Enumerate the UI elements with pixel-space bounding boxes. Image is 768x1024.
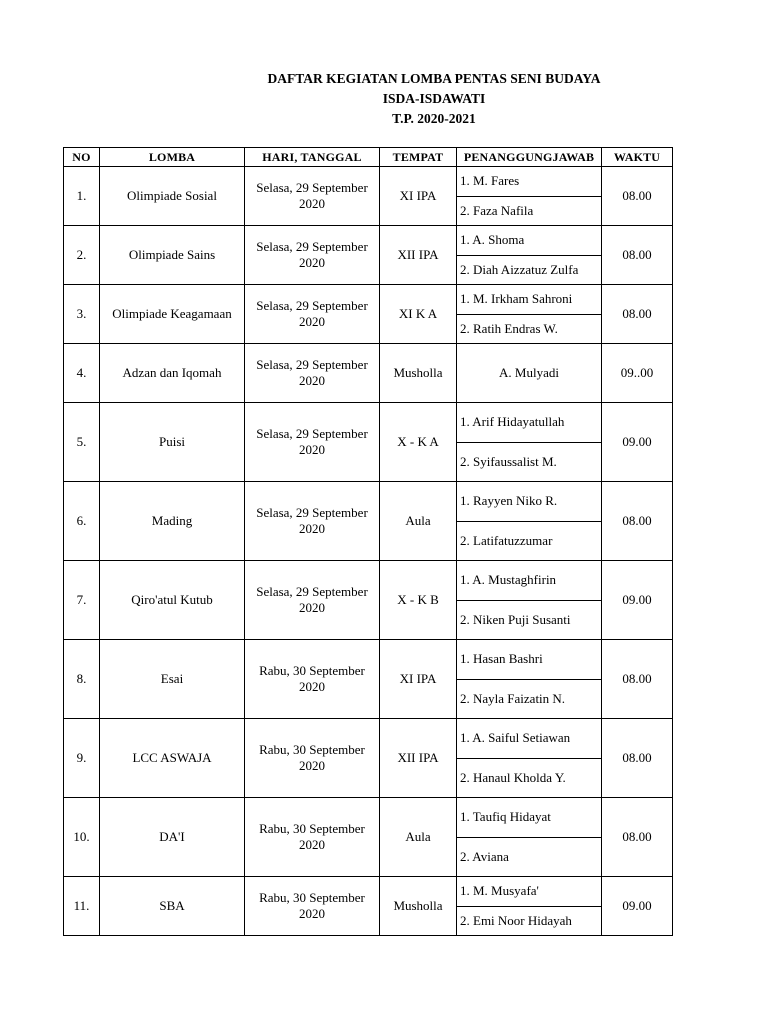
time: 08.00 <box>602 798 673 877</box>
pic-name: A. Mulyadi <box>499 365 559 380</box>
pic-name: 2. Latifatuzzumar <box>460 532 553 548</box>
person-in-charge <box>457 344 602 403</box>
person-in-charge <box>457 285 602 344</box>
pic-name: 2. Emi Noor Hidayah <box>460 912 572 928</box>
competition-name: Qiro'atul Kutub <box>100 561 245 640</box>
competition-name: LCC ASWAJA <box>100 719 245 798</box>
table-row <box>64 561 673 640</box>
day-date: Selasa, 29 September 2020 <box>245 167 380 226</box>
header-hari-tanggal: HARI, TANGGAL <box>245 148 380 167</box>
time: 08.00 <box>602 167 673 226</box>
row-number: 1. <box>64 167 100 226</box>
pic-name: 2. Hanaul Kholda Y. <box>460 769 566 785</box>
pic-name: 1. A. Mustaghfirin <box>457 561 601 601</box>
time: 09.00 <box>602 403 673 482</box>
time: 08.00 <box>602 482 673 561</box>
table-row <box>64 719 673 798</box>
row-number: 5. <box>64 403 100 482</box>
competition-name: SBA <box>100 877 245 936</box>
competition-name: Mading <box>100 482 245 561</box>
pic-name: 1. Taufiq Hidayat <box>457 798 601 838</box>
person-in-charge <box>457 877 602 936</box>
pic-name: 2. Diah Aizzatuz Zulfa <box>460 261 579 277</box>
day-date: Selasa, 29 September 2020 <box>245 561 380 640</box>
venue: XI K A <box>380 285 457 344</box>
day-date: Rabu, 30 September 2020 <box>245 640 380 719</box>
person-in-charge <box>457 403 602 482</box>
pic-name: 2. Aviana <box>460 848 509 864</box>
pic-name: 1. M. Musyafa' <box>457 877 601 907</box>
pic-name: 2. Nayla Faizatin N. <box>460 690 566 706</box>
time: 08.00 <box>602 719 673 798</box>
day-date: Rabu, 30 September 2020 <box>245 719 380 798</box>
pic-name: 2. Syifaussalist M. <box>460 453 557 469</box>
time: 09.00 <box>602 877 673 936</box>
document-subtitle: ISDA-ISDAWATI <box>382 91 486 106</box>
venue: XI IPA <box>380 167 457 226</box>
pic-name: 1. M. Irkham Sahroni <box>457 285 601 315</box>
schedule-table <box>63 147 673 936</box>
venue: Musholla <box>380 877 457 936</box>
table-row <box>64 344 673 403</box>
row-number: 9. <box>64 719 100 798</box>
table-row <box>64 877 673 936</box>
table-row <box>64 226 673 285</box>
time: 09..00 <box>602 344 673 403</box>
pic-name: 1. M. Fares <box>457 167 601 197</box>
person-in-charge <box>457 719 602 798</box>
day-date: Rabu, 30 September 2020 <box>245 877 380 936</box>
competition-name: Puisi <box>100 403 245 482</box>
venue: XII IPA <box>380 226 457 285</box>
header-penanggungjawab: PENANGGUNGJAWAB <box>457 148 602 167</box>
pic-name: 1. Arif Hidayatullah <box>457 403 601 443</box>
pic-name: 1. A. Saiful Setiawan <box>457 719 601 759</box>
person-in-charge <box>457 167 602 226</box>
time: 09.00 <box>602 561 673 640</box>
competition-name: DA'I <box>100 798 245 877</box>
venue: Aula <box>380 482 457 561</box>
venue: Aula <box>380 798 457 877</box>
table-header-row <box>64 148 673 167</box>
header-lomba: LOMBA <box>100 148 245 167</box>
header-tempat: TEMPAT <box>380 148 457 167</box>
venue: XI IPA <box>380 640 457 719</box>
competition-name: Olimpiade Sains <box>100 226 245 285</box>
pic-name: 2. Ratih Endras W. <box>460 320 558 336</box>
time: 08.00 <box>602 640 673 719</box>
venue: X - K A <box>380 403 457 482</box>
competition-name: Olimpiade Keagamaan <box>100 285 245 344</box>
row-number: 7. <box>64 561 100 640</box>
row-number: 8. <box>64 640 100 719</box>
table-row <box>64 167 673 226</box>
row-number: 4. <box>64 344 100 403</box>
day-date: Selasa, 29 September 2020 <box>245 226 380 285</box>
person-in-charge <box>457 482 602 561</box>
pic-name: 1. Rayyen Niko R. <box>457 482 601 522</box>
person-in-charge <box>457 226 602 285</box>
header-no: NO <box>64 148 100 167</box>
row-number: 2. <box>64 226 100 285</box>
row-number: 10. <box>64 798 100 877</box>
time: 08.00 <box>602 226 673 285</box>
row-number: 6. <box>64 482 100 561</box>
table-row <box>64 798 673 877</box>
row-number: 11. <box>64 877 100 936</box>
competition-name: Olimpiade Sosial <box>100 167 245 226</box>
pic-name: 2. Niken Puji Susanti <box>460 611 571 627</box>
table-row <box>64 482 673 561</box>
person-in-charge <box>457 561 602 640</box>
venue: XII IPA <box>380 719 457 798</box>
school-year: T.P. 2020-2021 <box>392 111 476 126</box>
document-title: DAFTAR KEGIATAN LOMBA PENTAS SENI BUDAYA <box>267 71 601 86</box>
competition-name: Esai <box>100 640 245 719</box>
day-date: Selasa, 29 September 2020 <box>245 482 380 561</box>
day-date: Selasa, 29 September 2020 <box>245 285 380 344</box>
pic-name: 1. A. Shoma <box>457 226 601 256</box>
day-date: Selasa, 29 September 2020 <box>245 344 380 403</box>
pic-name: 2. Faza Nafila <box>460 202 534 218</box>
table-row <box>64 285 673 344</box>
person-in-charge <box>457 798 602 877</box>
venue: X - K B <box>380 561 457 640</box>
day-date: Rabu, 30 September 2020 <box>245 798 380 877</box>
header-waktu: WAKTU <box>602 148 673 167</box>
table-row <box>64 640 673 719</box>
table-row <box>64 403 673 482</box>
table-body <box>64 167 673 936</box>
venue: Musholla <box>380 344 457 403</box>
competition-name: Adzan dan Iqomah <box>100 344 245 403</box>
pic-name: 1. Hasan Bashri <box>457 640 601 680</box>
time: 08.00 <box>602 285 673 344</box>
day-date: Selasa, 29 September 2020 <box>245 403 380 482</box>
person-in-charge <box>457 640 602 719</box>
row-number: 3. <box>64 285 100 344</box>
